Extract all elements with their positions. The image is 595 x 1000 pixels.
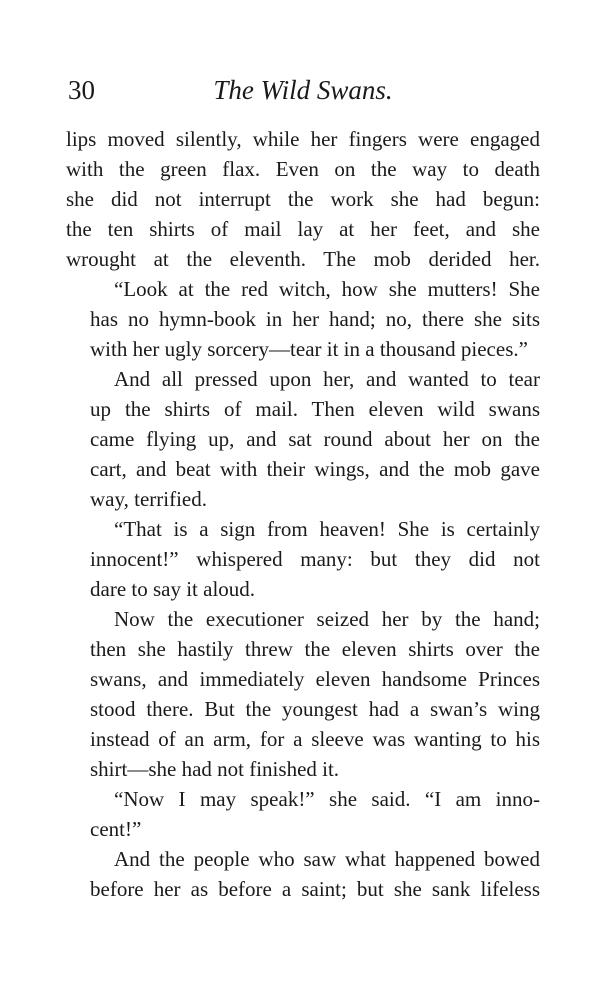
- text-line: with the green flax. Even on the way to death: [66, 157, 540, 181]
- paragraph: [66, 514, 540, 604]
- text-line: up the shirts of mail. Then eleven wild swans: [90, 397, 540, 421]
- text-line: And all pressed upon her, and wanted to tear: [114, 367, 540, 391]
- text-line: with her ugly sorcery—tear it in a thousand pieces.”: [90, 337, 528, 361]
- text-line: “Now I may speak!” she said. “I am inno-: [114, 787, 540, 811]
- paragraph: [66, 604, 540, 784]
- page-body: [66, 124, 540, 904]
- text-line: innocent!” whispered many: but they did not: [90, 547, 540, 571]
- text-line: came flying up, and sat round about her on the: [90, 427, 540, 451]
- text-line: cent!”: [90, 817, 142, 841]
- text-line: stood there. But the youngest had a swan’s wing: [90, 697, 540, 721]
- text-line: cart, and beat with their wings, and the mob gave: [90, 457, 540, 481]
- text-line: Now the executioner seized her by the hand;: [114, 607, 540, 631]
- text-line: then she hastily threw the eleven shirts over the: [90, 637, 540, 661]
- running-title: The Wild Swans.: [213, 75, 393, 105]
- text-line: before her as before a saint; but she sank lifeless: [90, 877, 540, 901]
- page-header: [68, 72, 538, 108]
- paragraph: [66, 784, 540, 844]
- text-line: And the people who saw what happened bowed: [114, 847, 540, 871]
- text-line: she did not interrupt the work she had begun:: [66, 187, 540, 211]
- text-line: instead of an arm, for a sleeve was wanting to his: [90, 727, 540, 751]
- page-number: 30: [68, 75, 95, 105]
- text-line: “That is a sign from heaven! She is certainly: [114, 517, 540, 541]
- text-line: wrought at the eleventh. The mob derided her.: [66, 247, 540, 271]
- text-line: has no hymn-book in her hand; no, there she sits: [90, 307, 540, 331]
- text-line: dare to say it aloud.: [90, 577, 256, 601]
- text-line: lips moved silently, while her fingers were engaged: [66, 127, 540, 151]
- paragraph: [66, 124, 540, 274]
- text-line: swans, and immediately eleven handsome Princes: [90, 667, 540, 691]
- text-line: way, terrified.: [90, 487, 207, 511]
- text-line: the ten shirts of mail lay at her feet, and she: [66, 217, 540, 241]
- paragraph: [66, 844, 540, 904]
- text-line: “Look at the red witch, how she mutters! She: [114, 277, 540, 301]
- text-line: shirt—she had not finished it.: [90, 757, 340, 781]
- paragraph: [66, 364, 540, 514]
- paragraph: [66, 274, 540, 364]
